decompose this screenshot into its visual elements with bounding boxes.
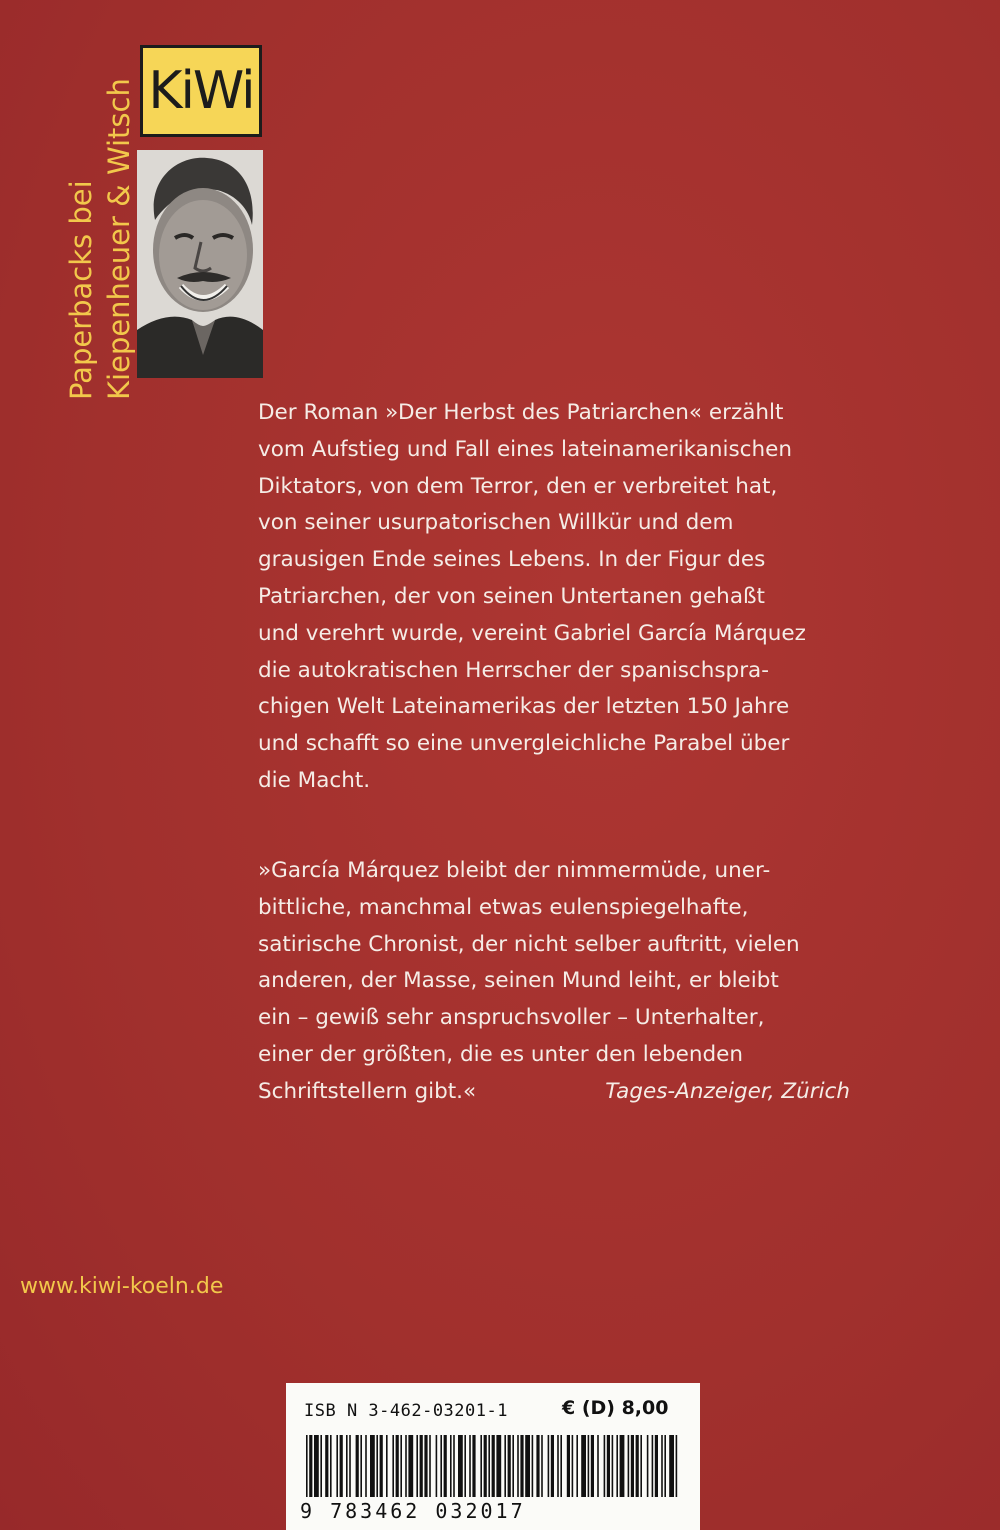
blurb-line: Der Roman »Der Herbst des Patriarchen« erzählt (258, 400, 784, 425)
quote-line: Schriftstellern gibt.« (258, 1078, 477, 1104)
quote-line: bittliche, manchmal etwas eulenspiegelhafte, (258, 894, 749, 920)
spine-publisher-text (58, 0, 138, 400)
publisher-website[interactable]: www.kiwi-koeln.de (20, 1274, 224, 1299)
author-portrait-icon (137, 150, 263, 378)
blurb-line: chigen Welt Lateinamerikas der letzten 150 Jahre (258, 694, 790, 720)
blurb-line: vom Aufstieg und Fall eines lateinamerikanischen (258, 436, 792, 462)
blurb-line: und verehrt wurde, vereint Gabriel García Márquez (258, 620, 806, 646)
quote-line: »García Márquez bleibt der nimmermüde, uner- (258, 858, 771, 883)
price-text: € (D) 8,00 (562, 1397, 669, 1419)
blurb-line: von seiner usurpatorischen Willkür und dem (258, 510, 734, 536)
book-description (258, 395, 868, 800)
barcode-icon (306, 1435, 682, 1501)
press-quote (258, 853, 868, 1111)
blurb-line: die Macht. (258, 767, 371, 793)
author-photo (137, 150, 263, 378)
ean-digits: 9 783462 032017 (300, 1499, 526, 1523)
barcode-label (286, 1383, 700, 1530)
spine-line-1: Paperbacks bei (64, 180, 98, 400)
spine-line-2: Kiepenheuer & Witsch (102, 78, 136, 400)
logo-text: KiWi (148, 61, 254, 121)
quote-line: anderen, der Masse, seinen Mund leiht, er bleibt (258, 968, 779, 994)
quote-line: einer der größten, die es unter den lebenden (258, 1041, 744, 1067)
blurb-line: grausigen Ende seines Lebens. In der Figur des (258, 547, 766, 573)
blurb-line: und schafft so eine unvergleichliche Parabel über (258, 731, 790, 757)
isbn-text: ISB N 3-462-03201-1 (304, 1401, 508, 1421)
blurb-line: die autokratischen Herrscher der spanischspra- (258, 657, 769, 683)
quote-line: ein – gewiß sehr anspruchsvoller – Unterhalter, (258, 1005, 765, 1031)
quote-line: satirische Chronist, der nicht selber auftritt, vielen (258, 931, 800, 957)
quote-last-line (258, 1074, 868, 1111)
kiwi-logo (140, 45, 262, 137)
quote-source: Tages-Anzeiger, Zürich (605, 1078, 850, 1104)
blurb-line: Diktators, von dem Terror, den er verbreitet hat, (258, 473, 778, 499)
blurb-line: Patriarchen, der von seinen Untertanen gehaßt (258, 583, 765, 609)
